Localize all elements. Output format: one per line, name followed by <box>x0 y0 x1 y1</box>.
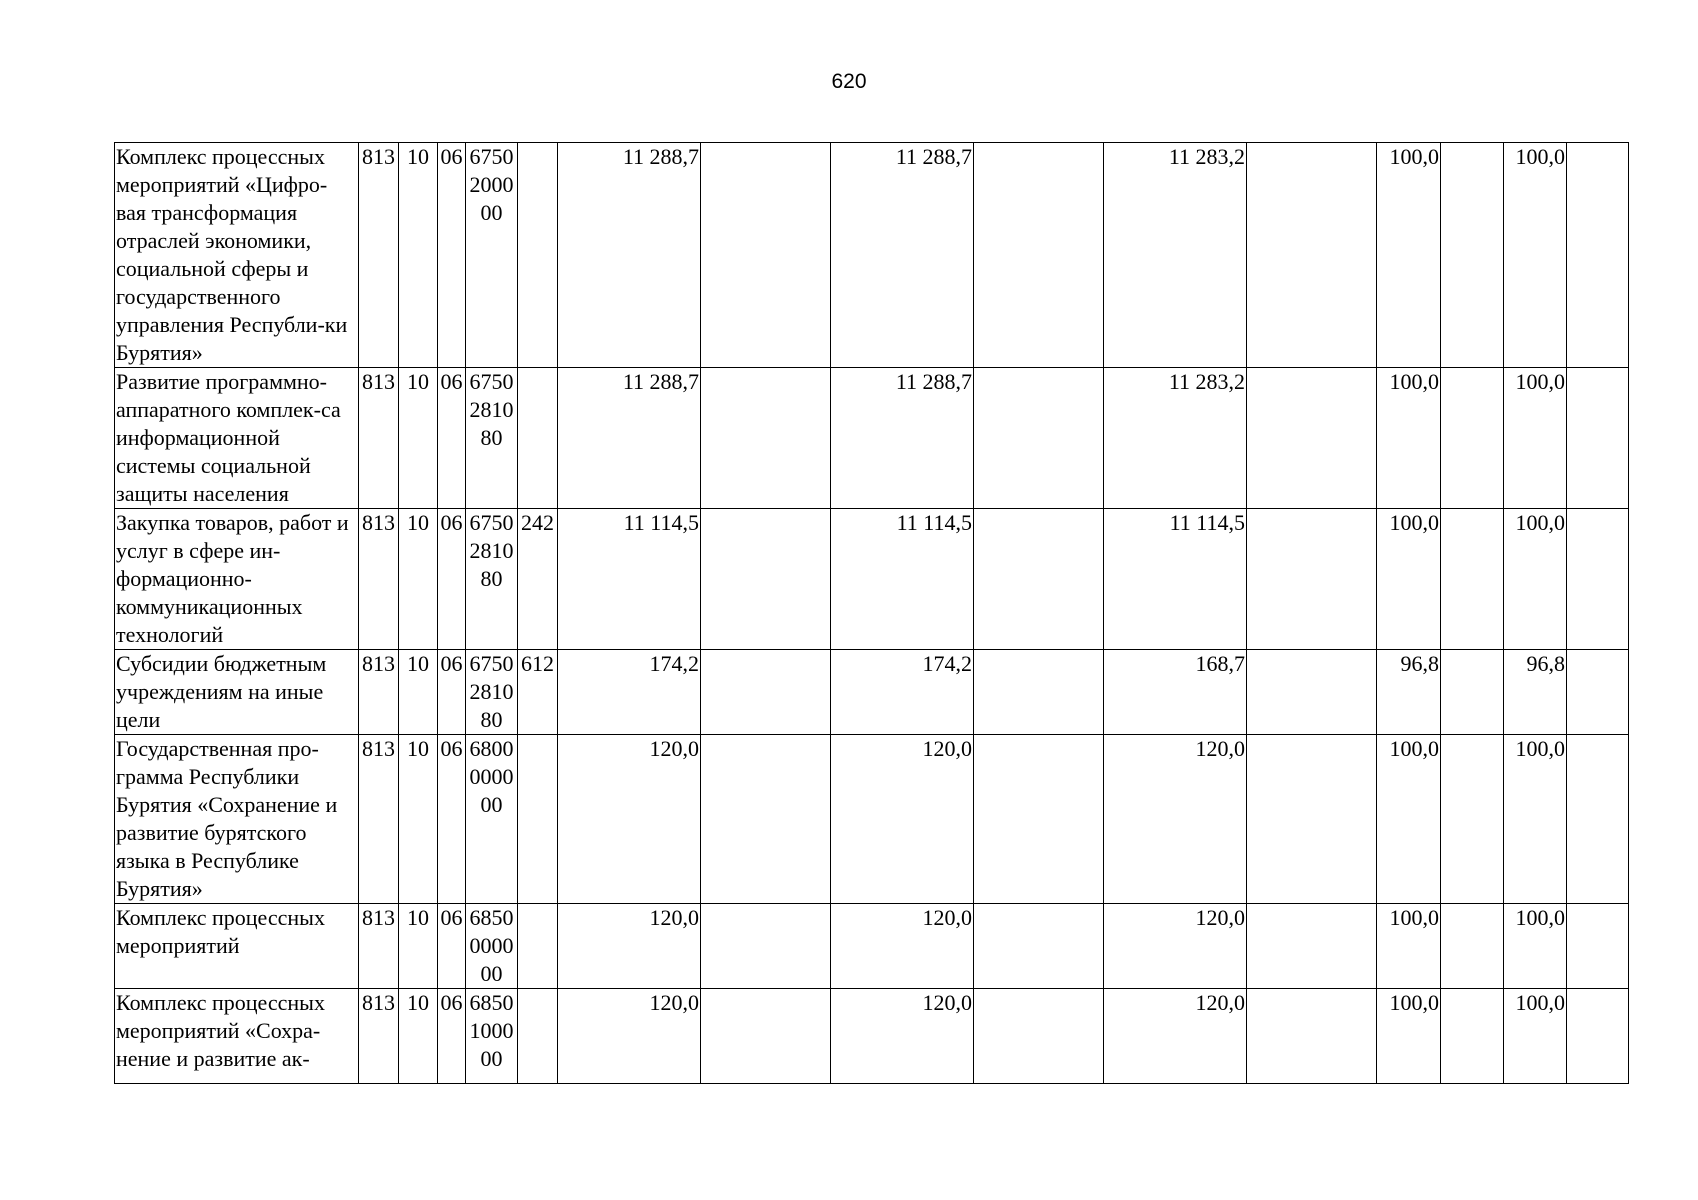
vr-code <box>518 989 558 1084</box>
row-name: Закупка товаров, работ и услуг в сфере ин-формационно-коммуникационных технологий <box>115 509 359 650</box>
plan-approved: 120,0 <box>558 989 701 1084</box>
csr-part: 2810 <box>469 397 514 422</box>
rz-code: 10 <box>399 735 438 904</box>
pr-code: 06 <box>438 904 466 989</box>
row-name: Развитие программно-аппаратного комплек-са информационной системы социальной защиты населения <box>115 368 359 509</box>
empty-cell <box>701 735 831 904</box>
empty-cell <box>974 509 1104 650</box>
rz-code: 10 <box>399 650 438 735</box>
table-row <box>115 143 1629 368</box>
pr-code: 06 <box>438 143 466 368</box>
csr-part: 1000 <box>469 1018 514 1043</box>
empty-cell <box>1441 509 1504 650</box>
table-body <box>115 143 1629 1084</box>
fact-executed: 120,0 <box>1104 735 1247 904</box>
empty-cell <box>701 143 831 368</box>
pr-code: 06 <box>438 735 466 904</box>
row-name: Комплекс процессных мероприятий «Сохра-нение и развитие ак- <box>115 989 359 1084</box>
rz-code: 10 <box>399 904 438 989</box>
csr-part: 2810 <box>469 538 514 563</box>
plan-approved: 11 288,7 <box>558 143 701 368</box>
row-name: Комплекс процессных мероприятий «Цифро-вая трансформация отраслей экономики, социальной сферы и государственного управления Республи-ки Бурятия» <box>115 143 359 368</box>
empty-cell <box>701 509 831 650</box>
pr-code: 06 <box>438 989 466 1084</box>
csr-part: 6750 <box>469 510 514 535</box>
empty-cell <box>1441 735 1504 904</box>
ved-code: 813 <box>359 989 399 1084</box>
percent-refined: 100,0 <box>1504 904 1567 989</box>
ved-code: 813 <box>359 650 399 735</box>
percent-refined: 100,0 <box>1504 368 1567 509</box>
percent-approved: 100,0 <box>1377 989 1441 1084</box>
plan-refined: 11 114,5 <box>831 509 974 650</box>
empty-cell <box>1247 509 1377 650</box>
csr-part: 00 <box>480 792 503 817</box>
plan-approved: 174,2 <box>558 650 701 735</box>
csr-part: 6750 <box>469 651 514 676</box>
csr-code <box>466 735 518 904</box>
vr-code <box>518 368 558 509</box>
empty-cell <box>974 650 1104 735</box>
row-name: Государственная про-грамма Республики Бурятия «Сохранение и развитие бурятского языка в Республике Бурятия» <box>115 735 359 904</box>
empty-cell <box>974 368 1104 509</box>
fact-executed: 168,7 <box>1104 650 1247 735</box>
table-row <box>115 735 1629 904</box>
csr-code <box>466 904 518 989</box>
empty-cell <box>701 368 831 509</box>
plan-refined: 11 288,7 <box>831 143 974 368</box>
plan-approved: 120,0 <box>558 735 701 904</box>
csr-part: 0000 <box>469 764 514 789</box>
empty-cell <box>701 989 831 1084</box>
csr-part: 6850 <box>469 990 514 1015</box>
empty-cell <box>1567 368 1629 509</box>
ved-code: 813 <box>359 368 399 509</box>
percent-approved: 96,8 <box>1377 650 1441 735</box>
csr-part: 80 <box>480 566 503 591</box>
plan-refined: 120,0 <box>831 989 974 1084</box>
plan-refined: 120,0 <box>831 904 974 989</box>
fact-executed: 11 283,2 <box>1104 368 1247 509</box>
empty-cell <box>1441 989 1504 1084</box>
table-row <box>115 989 1629 1084</box>
empty-cell <box>1441 904 1504 989</box>
percent-approved: 100,0 <box>1377 509 1441 650</box>
pr-code: 06 <box>438 509 466 650</box>
empty-cell <box>974 989 1104 1084</box>
vr-code <box>518 904 558 989</box>
percent-refined: 100,0 <box>1504 143 1567 368</box>
pr-code: 06 <box>438 368 466 509</box>
table-row <box>115 650 1629 735</box>
csr-code <box>466 650 518 735</box>
page-number: 620 <box>831 70 867 93</box>
rz-code: 10 <box>399 509 438 650</box>
empty-cell <box>1247 650 1377 735</box>
rz-code: 10 <box>399 368 438 509</box>
table-row <box>115 904 1629 989</box>
empty-cell <box>1567 904 1629 989</box>
empty-cell <box>1247 989 1377 1084</box>
empty-cell <box>1567 143 1629 368</box>
empty-cell <box>1567 989 1629 1084</box>
empty-cell <box>1441 143 1504 368</box>
csr-code <box>466 143 518 368</box>
percent-approved: 100,0 <box>1377 143 1441 368</box>
empty-cell <box>974 143 1104 368</box>
csr-part: 6800 <box>469 736 514 761</box>
empty-cell <box>974 904 1104 989</box>
empty-cell <box>1247 904 1377 989</box>
csr-part: 00 <box>480 1046 503 1071</box>
csr-part: 2000 <box>469 172 514 197</box>
vr-code: 242 <box>518 509 558 650</box>
csr-code <box>466 368 518 509</box>
empty-cell <box>1247 368 1377 509</box>
csr-code <box>466 989 518 1084</box>
ved-code: 813 <box>359 143 399 368</box>
plan-refined: 120,0 <box>831 735 974 904</box>
percent-approved: 100,0 <box>1377 368 1441 509</box>
ved-code: 813 <box>359 509 399 650</box>
vr-code: 612 <box>518 650 558 735</box>
empty-cell <box>701 904 831 989</box>
vr-code <box>518 735 558 904</box>
pr-code: 06 <box>438 650 466 735</box>
csr-part: 00 <box>480 200 503 225</box>
empty-cell <box>974 735 1104 904</box>
budget-table <box>114 142 1629 1084</box>
row-name: Субсидии бюджетным учреждениям на иные цели <box>115 650 359 735</box>
plan-refined: 11 288,7 <box>831 368 974 509</box>
plan-approved: 11 288,7 <box>558 368 701 509</box>
csr-part: 2810 <box>469 679 514 704</box>
row-name: Комплекс процессных мероприятий <box>115 904 359 989</box>
empty-cell <box>1567 735 1629 904</box>
csr-part: 0000 <box>469 933 514 958</box>
csr-part: 6750 <box>469 144 514 169</box>
percent-approved: 100,0 <box>1377 735 1441 904</box>
ved-code: 813 <box>359 735 399 904</box>
csr-code <box>466 509 518 650</box>
csr-part: 80 <box>480 425 503 450</box>
fact-executed: 11 114,5 <box>1104 509 1247 650</box>
empty-cell <box>1247 735 1377 904</box>
plan-approved: 120,0 <box>558 904 701 989</box>
percent-refined: 100,0 <box>1504 735 1567 904</box>
percent-approved: 100,0 <box>1377 904 1441 989</box>
ved-code: 813 <box>359 904 399 989</box>
table-row <box>115 509 1629 650</box>
csr-part: 00 <box>480 961 503 986</box>
empty-cell <box>1441 650 1504 735</box>
table-row <box>115 368 1629 509</box>
empty-cell <box>701 650 831 735</box>
fact-executed: 120,0 <box>1104 989 1247 1084</box>
csr-part: 6850 <box>469 905 514 930</box>
empty-cell <box>1247 143 1377 368</box>
plan-refined: 174,2 <box>831 650 974 735</box>
percent-refined: 100,0 <box>1504 509 1567 650</box>
empty-cell <box>1567 650 1629 735</box>
plan-approved: 11 114,5 <box>558 509 701 650</box>
empty-cell <box>1441 368 1504 509</box>
rz-code: 10 <box>399 989 438 1084</box>
percent-refined: 96,8 <box>1504 650 1567 735</box>
percent-refined: 100,0 <box>1504 989 1567 1084</box>
vr-code <box>518 143 558 368</box>
rz-code: 10 <box>399 143 438 368</box>
fact-executed: 11 283,2 <box>1104 143 1247 368</box>
fact-executed: 120,0 <box>1104 904 1247 989</box>
empty-cell <box>1567 509 1629 650</box>
csr-part: 6750 <box>469 369 514 394</box>
csr-part: 80 <box>480 707 503 732</box>
